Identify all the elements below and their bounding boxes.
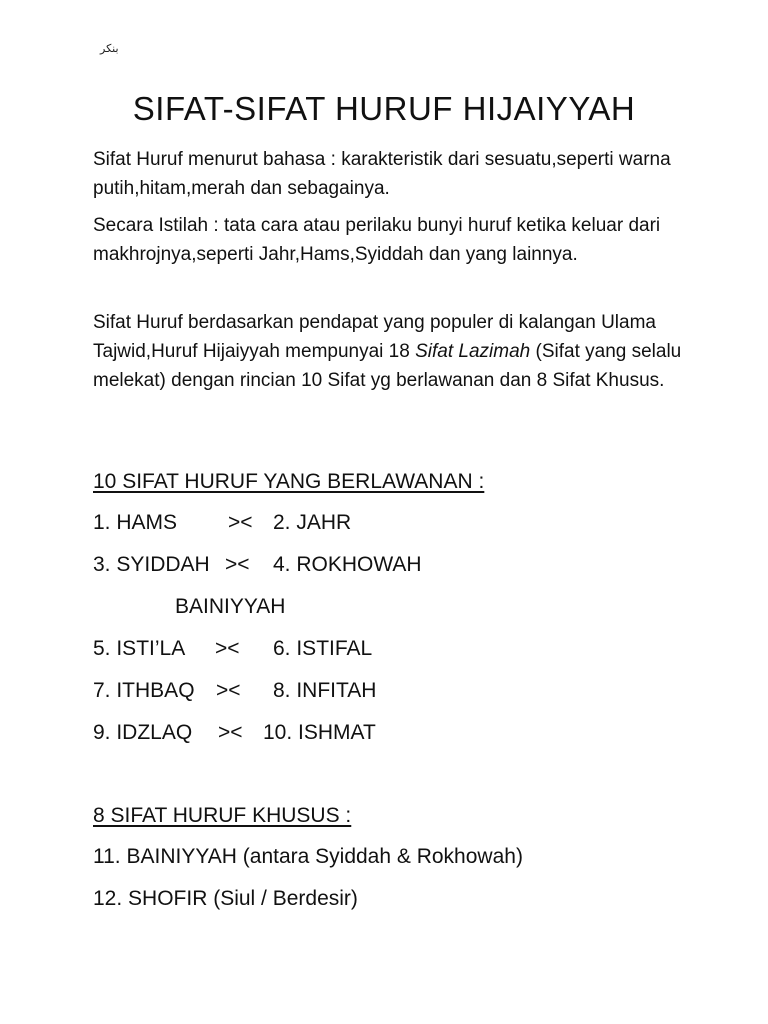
list-item: 12. SHOFIR (Siul / Berdesir) bbox=[93, 887, 358, 910]
pair-row bbox=[93, 511, 593, 541]
paragraph-text-before: Sifat Huruf berdasarkan pendapat yang populer di kalangan Ulama Tajwid,Huruf Hijaiyyah mempunyai 18 bbox=[93, 312, 656, 362]
pair-right: 10. ISHMAT bbox=[263, 721, 376, 744]
header-mark: بنكر bbox=[100, 42, 119, 55]
paragraph-scholars-opinion bbox=[93, 308, 693, 395]
heading-opposing-traits: 10 SIFAT HURUF YANG BERLAWANAN : bbox=[93, 470, 485, 493]
paragraph-definition-term: Secara Istilah : tata cara atau perilaku bunyi huruf ketika keluar dari makhrojnya,seperti Jahr,Hams,Syiddah dan yang lainnya. bbox=[93, 215, 661, 265]
heading-special-traits: 8 SIFAT HURUF KHUSUS : bbox=[93, 804, 352, 827]
pair-separator: >< bbox=[225, 553, 250, 576]
pair-right: 6. ISTIFAL bbox=[273, 637, 373, 660]
pair-separator: >< bbox=[218, 721, 243, 744]
pair-left: 1. HAMS bbox=[93, 511, 178, 534]
page-title: SIFAT-SIFAT HURUF HIJAIYYAH bbox=[132, 90, 636, 127]
pair-separator: >< bbox=[215, 637, 240, 660]
pair-row bbox=[93, 679, 593, 709]
pair-left: 7. ITHBAQ bbox=[93, 679, 195, 702]
pair-right: 2. JAHR bbox=[273, 511, 352, 534]
pair-row bbox=[93, 595, 593, 625]
pair-separator: >< bbox=[228, 511, 253, 534]
pair-middle: BAINIYYAH bbox=[175, 595, 286, 618]
paragraph-italic-term: Sifat Lazimah bbox=[415, 341, 531, 362]
pair-row bbox=[93, 553, 593, 583]
pair-left: 3. SYIDDAH bbox=[93, 553, 210, 576]
pair-row bbox=[93, 721, 593, 751]
pair-left: 5. ISTI’LA bbox=[93, 637, 186, 660]
pair-left: 9. IDZLAQ bbox=[93, 721, 193, 744]
pair-row bbox=[93, 637, 593, 667]
list-item: 11. BAINIYYAH (antara Syiddah & Rokhowah) bbox=[93, 845, 523, 868]
paragraph-definition-language: Sifat Huruf menurut bahasa : karakteristik dari sesuatu,seperti warna putih,hitam,merah dan sebagainya. bbox=[93, 149, 671, 199]
pair-right: 8. INFITAH bbox=[273, 679, 377, 702]
paragraph-text-after: (Sifat yang selalu melekat) dengan rincian 10 Sifat yg berlawanan dan 8 Sifat Khusus. bbox=[93, 341, 682, 391]
pair-separator: >< bbox=[216, 679, 241, 702]
pair-right: 4. ROKHOWAH bbox=[273, 553, 422, 576]
